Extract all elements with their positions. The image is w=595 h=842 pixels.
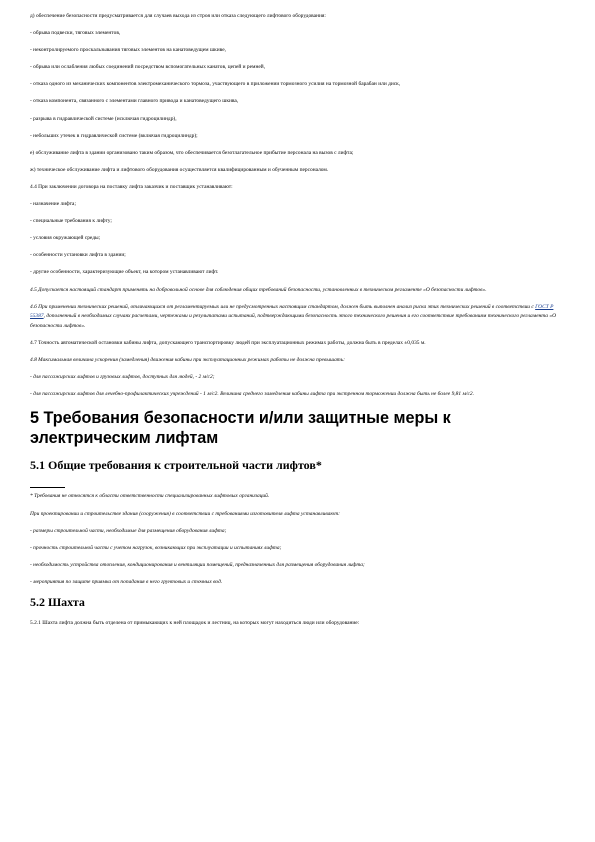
text-item: - мероприятия по защите приямка от попадания в него грунтовых и сточных вод. (30, 578, 223, 585)
text-item: - отказа компонента, связанного с элементами главного привода и канатоведущего шкива, (30, 98, 239, 105)
paragraph-4-7: 4.7 Точность автоматической остановки кабины лифта, допускающего транспортировку людей при эксплуатационных режимах работы, должна быть в пределах ±0,035 м. (30, 339, 426, 346)
text-item: е) обслуживание лифта в здании организовано таким образом, что обеспечивается безотлагательное прибытие персонала на вызов с лифта; (30, 149, 354, 156)
section-5-heading: 5 Требования безопасности и/или защитные меры к электрическим лифтам (30, 409, 451, 448)
section-5-1-heading: 5.1 Общие требования к строительной части лифтов* (30, 458, 322, 473)
text-item: - обрыва или ослабления любых соединений посредством вспомогательных канатов, цепей и ремней, (30, 64, 266, 71)
footnote: * Требования не относятся к области ответственности специализированных лифтовых организаций. (30, 493, 270, 500)
text-item: - прочность строительной части с учетом нагрузок, возникающих при эксплуатации и испытаниях лифта; (30, 544, 282, 551)
text-item: - размеры строительной части, необходимые для размещения оборудования лифта; (30, 527, 227, 534)
text-item: - другие особенности, характеризующие объект, на котором устанавливают лифт. (30, 269, 219, 276)
paragraph-4-8-item: - для пассажирских лифтов для лечебно-профилактических учреждений - 1 м/с2. Величина среднего замедления кабины лифта при экстренном торможении должна быть не более 9,81 м/с2. (30, 390, 474, 397)
text-item: - специальные требования к лифту; (30, 218, 112, 225)
text-item: - отказа одного из механических компонентов электромеханического тормоза, участвующего в приложении тормозного усилия на тормозной барабан или диск, (30, 81, 401, 88)
text-item: - небольших утечек в гидравлической системе (включая гидроцилиндр); (30, 132, 198, 139)
paragraph-5-2-1: 5.2.1 Шахта лифта должна быть отделена от примыкающих к ней площадок и лестниц, на которых могут находиться люди или оборудование: (30, 620, 360, 627)
document-page (30, 12, 565, 636)
paragraph-4-5: 4.5 Допускается настоящий стандарт применять на добровольной основе для соблюдения общих требований безопасности, установленных в техническом регламенте «О безопасности лифтов». (30, 286, 487, 293)
text-item: - особенности установки лифта в здании; (30, 252, 126, 259)
text-item: - условия окружающей среды; (30, 235, 101, 242)
gost-link[interactable]: ГОСТ Р 55387 (30, 303, 554, 320)
paragraph-4-8-item: - для пассажирских лифтов и грузовых лифтов, доступных для людей, - 2 м/с2; (30, 373, 215, 380)
paragraph-4-6 (30, 303, 565, 332)
text-item: - обрыва подвески, тяговых элементов, (30, 30, 121, 37)
text-item: ж) техническое обслуживание лифта и лифтового оборудования осуществляется квалифицированным и обученным персоналом. (30, 166, 329, 173)
text-item: 4.4 При заключении договора на поставку лифта заказчик и поставщик устанавливают: (30, 183, 233, 190)
text-item: - разрыва в гидравлической системе (исключая гидроцилиндр), (30, 115, 177, 122)
top-list (30, 12, 565, 278)
text-item: д) обеспечение безопасности предусматривается для случаев выхода из строя или отказа следующего лифтового оборудования: (30, 13, 326, 19)
text-item: - неконтролируемого проскальзывания тяговых элементов на канатоведущем шкиве, (30, 47, 226, 54)
text-item: - необходимость устройства отопления, кондиционирования и вентиляции помещений, предназначенных для размещения оборудования лифта; (30, 561, 365, 568)
text-item: При проектировании и строительстве здания (сооружения) в соответствии с требованиями изготовителя лифта устанавливают: (30, 510, 340, 517)
paragraph-4-8: 4.8 Максимальная величина ускорения (замедления) движения кабины при эксплуатационных режимах работы не должна превышать: (30, 356, 345, 363)
text-item: - назначение лифта; (30, 201, 76, 208)
footnote-divider (30, 487, 65, 488)
paragraph-text: 4.6 При применении технических решений, отличающихся от регламентируемых или не предусмотренных настоящим стандартом, должен быть выполнен анализ риска этих технических решений в соответствии с (30, 303, 536, 310)
section-5-2-heading: 5.2 Шахта (30, 595, 85, 610)
paragraph-text: , дополненный в необходимых случаях расчетами, чертежами и результатами испытаний, подтверждающими безопасность этого технического решения и его соответствие требованиям технического регламента «О безопасности лифтов». (30, 313, 556, 329)
